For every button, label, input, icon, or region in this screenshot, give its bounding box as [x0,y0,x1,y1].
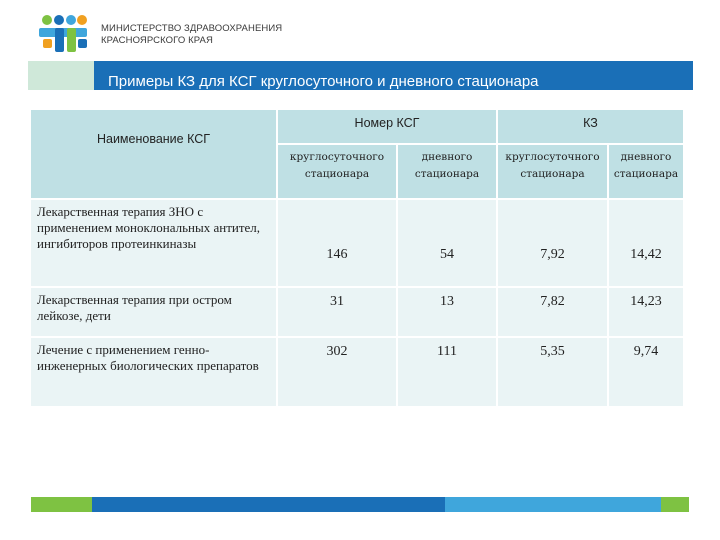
ministry-name [101,23,282,47]
footer-bar-green-end [661,497,689,512]
row-kz-round: 7,92 [496,198,607,286]
row-name: Лекарственная терапия ЗНО с применением моноклональных антител, ингибиторов протеинкиназы [31,198,276,286]
footer-bar-light-blue [445,497,661,512]
row-ksg-day: 13 [396,286,496,336]
ministry-line-2: КРАСНОЯРСКОГО КРАЯ [101,35,213,46]
row-kz-round: 5,35 [496,336,607,406]
row-ksg-day: 111 [396,336,496,406]
ministry-line-1: МИНИСТЕРСТВО ЗДРАВООХРАНЕНИЯ [101,23,283,34]
row-ksg-round: 31 [276,286,396,336]
header-name-column [31,110,276,198]
footer-bar-green [31,497,92,512]
row-ksg-day: 54 [396,198,496,286]
subheader-ksg-round: круглосуточного стационара [276,143,396,198]
row-kz-day: 14,23 [607,286,683,336]
header-kz [496,110,683,143]
table-row [31,198,683,286]
subheader-kz-round: круглосуточного стационара [496,143,607,198]
footer-bar-blue [92,497,445,512]
header-ksg-number [276,110,496,143]
row-name: Лекарственная терапия при остром лейкозе, дети [31,286,276,336]
subheader-ksg-day: дневного стационара [396,143,496,198]
table-row [31,286,683,336]
slide-title: Примеры КЗ для КСГ круглосуточного и дневного стационара [108,73,539,90]
row-kz-day: 14,42 [607,198,683,286]
subheader-kz-day: дневного стационара [607,143,683,198]
row-ksg-round: 302 [276,336,396,406]
row-name: Лечение с применением генно-инженерных биологических препаратов [31,336,276,406]
table-row [31,336,683,406]
header-kz-label: КЗ [583,115,598,130]
row-kz-day: 9,74 [607,336,683,406]
ksg-table [31,110,683,406]
title-bar-accent [28,61,94,90]
row-ksg-round: 146 [276,198,396,286]
row-kz-round: 7,82 [496,286,607,336]
header-ksg-number-label: Номер КСГ [354,115,420,130]
ministry-logo-icon [37,14,89,54]
header-name-label: Наименование КСГ [96,132,211,146]
